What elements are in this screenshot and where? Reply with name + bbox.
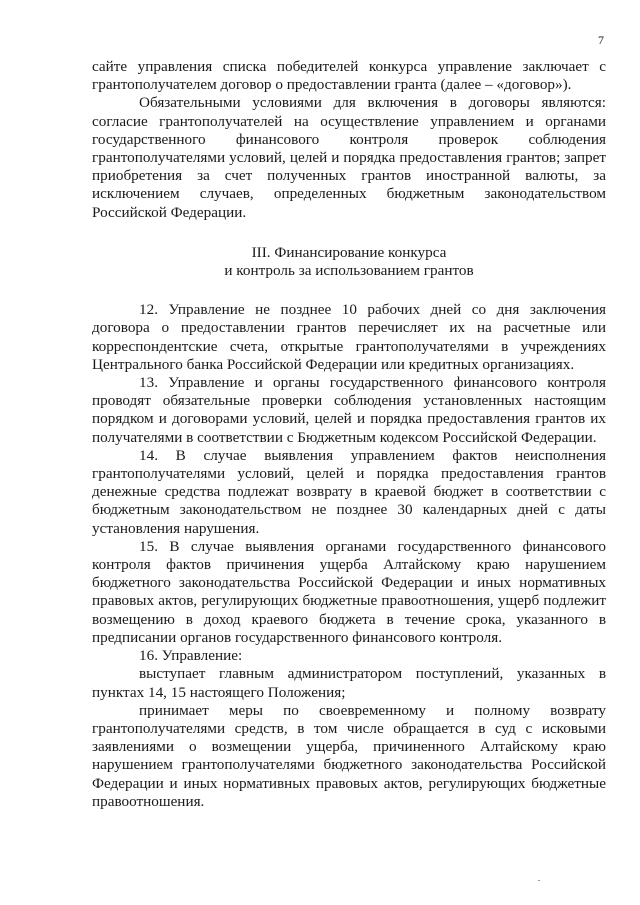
paragraph-15: 15. В случае выявления органами государственного финансового контроля фактов причинения ущерба Алтайскому краю нарушением бюджетного законодательства Российской Федерации и иных нормативных правовых актов, регулирующих бюджетные правоотношения, ущерб подлежит возмещению в доход краевого бюджета в течение срока, указанного в предписании органов государственного финансового контроля. bbox=[92, 537, 606, 646]
paragraphs-after-heading bbox=[92, 301, 606, 811]
paragraph-16-item-2: принимает меры по своевременному и полному возврату грантополучателями средств, в том числе обращается в суд с исковыми заявлениями о возмещении ущерба, причиненного Алтайскому краю нарушением грантополучателями бюджетного законодательства Российской Федерации и иных нормативных правовых актов, регулирующих бюджетные правоотношения. bbox=[92, 701, 606, 810]
paragraph-16-item-1: выступает главным администратором поступлений, указанных в пунктах 14, 15 настоящего Положения; bbox=[92, 665, 606, 701]
scan-speck bbox=[538, 880, 540, 881]
section-heading bbox=[92, 244, 606, 280]
paragraph-12: 12. Управление не позднее 10 рабочих дней со дня заключения договора о предоставлении грантов перечисляет их на расчетные или корреспондентские счета, открытые грантополучателями в учреждениях Центрального банка Российской Федерации или кредитных организациях. bbox=[92, 301, 606, 373]
document-body bbox=[92, 58, 606, 811]
paragraph-16: 16. Управление: bbox=[139, 647, 243, 665]
paragraph: сайте управления списка победителей конкурса управление заключает с грантополучателем договор о предоставлении гранта (далее – «договор»). bbox=[92, 58, 606, 94]
page-number: 7 bbox=[598, 33, 604, 47]
paragraph-13: 13. Управление и органы государственного финансового контроля проводят обязательные проверки соблюдения установленных настоящим порядком и договорами условий, целей и порядка предоставления грантов их получателями в соответствии с Бюджетным кодексом Российской Федерации. bbox=[92, 374, 606, 446]
section-heading-line-1: III. Финансирование конкурса bbox=[251, 243, 447, 261]
section-heading-line-2: и контроль за использованием грантов bbox=[224, 262, 474, 280]
paragraph-14: 14. В случае выявления управлением фактов неисполнения грантополучателями условий, целей и порядка предоставления грантов денежные средства подлежат возврату в краевой бюджет в соответствии с бюджетным законодательством не позднее 30 календарных дней с даты установления нарушения. bbox=[92, 446, 606, 537]
paragraph: Обязательными условиями для включения в договоры являются: согласие грантополучателей на осуществление управлением и органами государственного финансового контроля проверок соблюдения грантополучателями условий, целей и порядка предоставления грантов; запрет приобретения за счет полученных грантов иностранной валюты, за исключением случаев, определенных бюджетным законодательством Российской Федерации. bbox=[92, 94, 606, 221]
paragraphs-before-heading bbox=[92, 58, 606, 222]
